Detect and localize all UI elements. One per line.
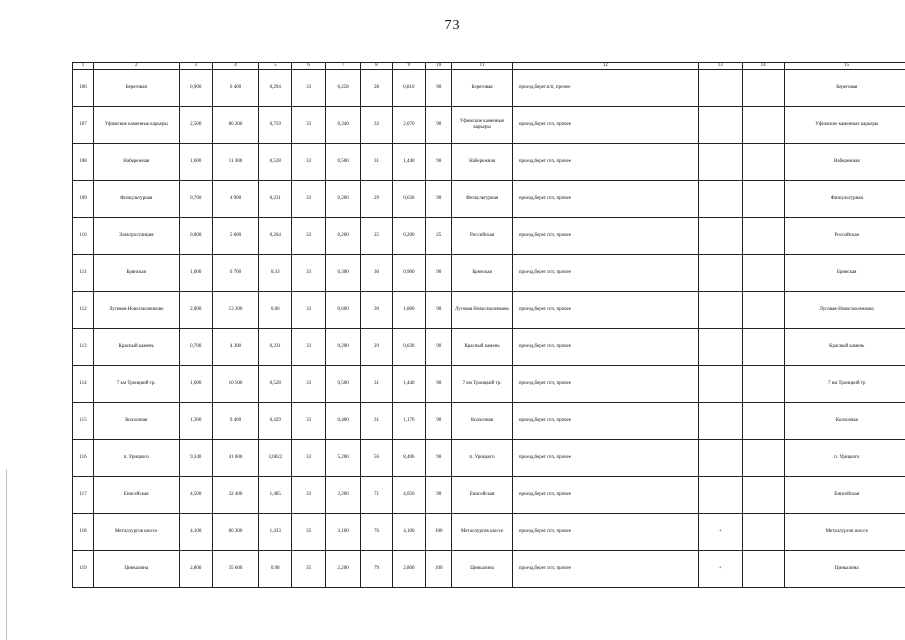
table-cell: Енисейская [452,477,513,514]
table-cell: 90 [426,329,452,366]
table-cell: 0,200 [325,181,361,218]
table-cell: 0,200 [325,329,361,366]
table-cell: 1,440 [392,366,425,403]
table-cell: Красный камень [452,329,513,366]
table-cell: Луговая-Новосмоленково [93,292,179,329]
table-cell: Береговая [93,70,179,107]
table-cell: 86 200 [213,107,259,144]
table-cell [742,551,784,588]
table-cell [742,218,784,255]
table-cell: 106 [73,70,94,107]
table-cell: Енисейская [93,477,179,514]
table-cell: 109 [73,181,94,218]
table-cell: 108 [73,144,94,181]
table-cell: 0,630 [392,329,425,366]
table-cell: 2,800 [392,551,425,588]
table-cell: 29 [361,181,392,218]
table-cell: 0,800 [179,218,212,255]
table-cell: 0,400 [325,403,361,440]
table-cell: 0,759 [258,107,291,144]
data-table [72,62,905,588]
table-cell: 31 [361,403,392,440]
table-cell: 0,900 [392,255,425,292]
table-cell: Колхозная [452,403,513,440]
table-cell: 13 200 [213,292,259,329]
table-cell [742,477,784,514]
table-cell: 6 700 [213,255,259,292]
table-row [73,255,905,292]
table-cell: 35 [292,551,325,588]
table-cell: 33 [292,218,325,255]
table-cell: 0,200 [325,218,361,255]
table-cell: проезд,берег п/п, прочее [512,514,698,551]
table-cell: 90 [426,366,452,403]
table-cell: 33 [292,366,325,403]
table-cell: п. Урицкого [93,440,179,477]
table-cell: 41 600 [213,440,259,477]
table-row [73,514,905,551]
table-cell: 2,800 [179,551,212,588]
table-cell: 4 900 [213,181,259,218]
table-cell: Уфимские каменные карьеры [452,107,513,144]
table-cell: 2,000 [179,292,212,329]
table-cell: 5 600 [213,218,259,255]
table-cell [742,514,784,551]
table-cell: 90 [426,144,452,181]
table-cell: 90 [426,440,452,477]
table-cell: 1,485 [258,477,291,514]
table-cell: Набережная [93,144,179,181]
table-cell: Береговая [452,70,513,107]
table-cell: 0,66 [258,292,291,329]
table-row [73,292,905,329]
table-cell: 79 [361,551,392,588]
table-cell: 29 [361,329,392,366]
table-cell: 0,200 [392,218,425,255]
table-cell: 30 [361,292,392,329]
column-header: 1 [73,63,94,70]
table-cell: 32 400 [213,477,259,514]
table-cell: 117 [73,477,94,514]
table-row [73,403,905,440]
column-header: 3 [179,63,212,70]
table-cell: 0,500 [325,366,361,403]
table-cell [698,181,742,218]
table-cell: проезд,берег п/п, прочее [512,440,698,477]
table-cell: 33 [292,107,325,144]
column-header: 2 [93,63,179,70]
table-cell: 56 [361,440,392,477]
table-cell [742,292,784,329]
table-cell: 71 [361,477,392,514]
table-cell: 118 [73,514,94,551]
table-cell: 0,429 [258,403,291,440]
column-header: 5 [258,63,291,70]
table-cell: 30 [361,255,392,292]
table-cell: 1,300 [179,403,212,440]
table-row [73,551,905,588]
table-row [73,329,905,366]
table-cell: 33 [292,477,325,514]
table-cell: 1,000 [179,255,212,292]
table-cell: Красный камень [93,329,179,366]
table-cell: Брянская [452,255,513,292]
table-cell: 0,264 [258,218,291,255]
table-cell: проезд,берег п/п, прочее [512,292,698,329]
table-cell: Брянская [93,255,179,292]
table-cell: проезд,берег п/п, прочее [512,403,698,440]
table-cell: Колхозная [93,403,179,440]
table-cell: 3,100 [325,514,361,551]
table-cell: Уфимские каменные карьеры [93,107,179,144]
table-cell: 25 [361,218,392,255]
table-cell: 0,258 [325,70,361,107]
table-cell: проезд,берег п/п, прочее [512,181,698,218]
table-cell: 10 500 [213,366,259,403]
table-cell: 90 [426,181,452,218]
column-header: 12 [512,63,698,70]
column-header: 11 [452,63,513,70]
table-cell: 4 300 [213,329,259,366]
table-cell [698,292,742,329]
table-cell: Физкультурная [93,181,179,218]
table-cell [698,329,742,366]
table-cell: 5,200 [325,440,361,477]
table-cell: проезд,берег п/п, прочее [512,255,698,292]
table-cell: + [698,551,742,588]
table-cell: 113 [73,329,94,366]
table-cell: 7 км Троицкий тр [784,366,905,403]
table-cell: 86 300 [213,514,259,551]
table-cell: проезд,берег п/п, прочее [512,218,698,255]
table-cell: 90 [426,403,452,440]
table-cell: Металлургов шоссе [452,514,513,551]
table-cell: 90 [426,292,452,329]
table-cell: 8,406 [392,440,425,477]
table-row [73,107,905,144]
table-row [73,218,905,255]
table-cell: проезд,берег п/п, прочее [512,329,698,366]
table-cell: 7 км Троицкий тр. [452,366,513,403]
table-cell: 2,200 [325,551,361,588]
table-cell: проезд,берег п/п, прочее [512,551,698,588]
table-cell: 4,500 [179,477,212,514]
table-cell: 35 [292,514,325,551]
table-cell: Колхозная [784,403,905,440]
table-cell: Металлургов шоссе [784,514,905,551]
table-row [73,70,905,107]
table-cell: 0,700 [179,329,212,366]
scan-edge-line [6,470,7,640]
table-cell: Набережная [784,144,905,181]
table-cell: 107 [73,107,94,144]
table-cell: 0,300 [325,255,361,292]
table-cell: Енисейская [784,477,905,514]
table-cell: 33 [292,255,325,292]
table-cell: 31 [361,144,392,181]
table-cell: п. Урицкого [784,440,905,477]
column-header: 8 [361,63,392,70]
column-header: 4 [213,63,259,70]
table-cell [698,403,742,440]
table-cell [698,255,742,292]
table-cell: Красный камень [784,329,905,366]
table-cell: проезд,берег п/п, прочее [512,366,698,403]
table-cell: 6 400 [213,70,259,107]
table-cell: Российская [452,218,513,255]
table-cell: 0,528 [258,366,291,403]
table-cell: 112 [73,292,94,329]
table-cell: Физкультурная [452,181,513,218]
table-cell: 33 [292,440,325,477]
table-cell [698,144,742,181]
table-cell: Набережная [452,144,513,181]
table-cell [742,329,784,366]
table-cell: 33 [292,403,325,440]
column-header: 13 [698,63,742,70]
table-cell: 1,170 [392,403,425,440]
table-cell: 32 [361,107,392,144]
table-cell [742,181,784,218]
table-cell: Физкультурная [784,181,905,218]
table-cell: 3,200 [325,477,361,514]
table-cell: 0,231 [258,181,291,218]
table-cell: 110 [73,218,94,255]
table-cell: Цинкалина [93,551,179,588]
table-cell: 1,433 [258,514,291,551]
table-cell: Цинкалина [784,551,905,588]
table-cell: 0,98 [258,551,291,588]
table-cell: 90 [426,107,452,144]
table-row [73,477,905,514]
table-row [73,144,905,181]
table-cell: 0,700 [179,181,212,218]
table-cell [742,144,784,181]
table-cell: проезд,берег п/п, прочее [512,477,698,514]
table-cell: 4,050 [392,477,425,514]
table-cell: 3,0822 [258,440,291,477]
table-cell: + [698,514,742,551]
table-cell: 4,100 [179,514,212,551]
table-cell: 1,800 [392,292,425,329]
table-cell [742,403,784,440]
table-cell: 33 [292,292,325,329]
table-cell: 2,500 [179,107,212,144]
table-cell: 116 [73,440,94,477]
column-header: 10 [426,63,452,70]
table-cell: Луговая Новосмоленково [452,292,513,329]
table-cell: 100 [426,514,452,551]
table-cell: проезд,берег.п/п, прочее [512,70,698,107]
table-cell: 33 [292,144,325,181]
table-cell: Луговая-Новосмоленково [784,292,905,329]
table-cell: 0,528 [258,144,291,181]
table-body [73,70,905,588]
table-cell: 25 [426,218,452,255]
table-cell: 0,294 [258,70,291,107]
table-cell: 1,440 [392,144,425,181]
table-cell: 0,231 [258,329,291,366]
table-cell [742,107,784,144]
table-cell: 9,340 [179,440,212,477]
table-cell: Брянская [784,255,905,292]
table-cell: 76 [361,514,392,551]
table-cell: 111 [73,255,94,292]
column-header: 6 [292,63,325,70]
table-cell: Цинкалина [452,551,513,588]
table-cell: 119 [73,551,94,588]
header-row [73,63,905,70]
table-cell [698,440,742,477]
table-cell [698,218,742,255]
table-cell: 90 [426,255,452,292]
table-cell: 115 [73,403,94,440]
table-row [73,440,905,477]
table-cell: 33 [292,181,325,218]
table-cell: 31 [361,366,392,403]
table-cell [742,255,784,292]
table-cell: 0,600 [325,292,361,329]
table-cell: 1,600 [179,144,212,181]
table-cell: проезд,берег п/п, прочее [512,107,698,144]
table-cell: 35 600 [213,551,259,588]
table-cell: 11 300 [213,144,259,181]
table-cell: Российская [784,218,905,255]
table-cell [742,70,784,107]
table-cell: 0,33 [258,255,291,292]
table-cell: п. Урицкого [452,440,513,477]
table-cell: 0,900 [179,70,212,107]
table-cell: Уфимские каменные карьеры [784,107,905,144]
table-cell: 1,600 [179,366,212,403]
table-cell: 9 400 [213,403,259,440]
column-header: 14 [742,63,784,70]
table-cell: 114 [73,366,94,403]
table-cell [698,70,742,107]
table-cell [698,477,742,514]
table-cell [742,440,784,477]
table-row [73,181,905,218]
table-cell: Электростанция [93,218,179,255]
column-header: 7 [325,63,361,70]
table-row [73,366,905,403]
table-cell: 0,810 [392,70,425,107]
table-cell: 2,070 [392,107,425,144]
table-cell: 0,630 [392,181,425,218]
table-cell: Береговая [784,70,905,107]
table-cell [698,366,742,403]
table-cell: 28 [361,70,392,107]
table-cell: 90 [426,477,452,514]
table-cell: 0,340 [325,107,361,144]
table-cell: 0,500 [325,144,361,181]
table-cell: проезд,берег п/п, прочее [512,144,698,181]
table-cell: 33 [292,70,325,107]
table-cell: 7 км Троицкий тр. [93,366,179,403]
table-cell: 33 [292,329,325,366]
column-header: 15 [784,63,905,70]
table-cell: 4,100 [392,514,425,551]
column-header: 9 [392,63,425,70]
table-cell: 100 [426,551,452,588]
table-cell [742,366,784,403]
table-cell: 90 [426,70,452,107]
table-cell [698,107,742,144]
page-number: 73 [444,18,461,33]
table-cell: Металлургов шоссе [93,514,179,551]
